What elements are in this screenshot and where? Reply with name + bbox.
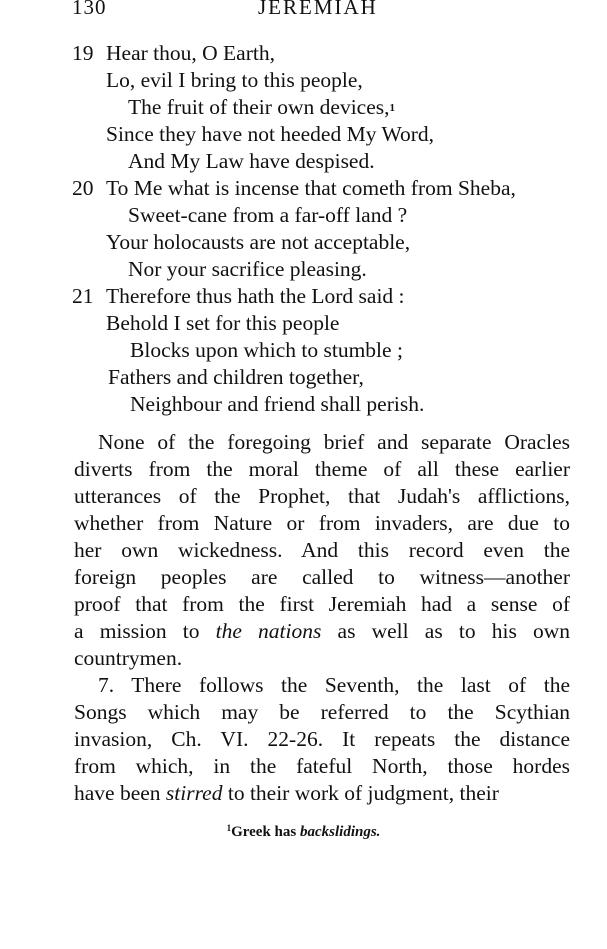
verse-line — [108, 364, 364, 391]
text-line: countrymen. — [74, 646, 183, 670]
footnote-marker: 1 — [226, 823, 232, 833]
verse-line-text: Since they have not heeded My Word, — [106, 122, 435, 146]
italic-emphasis: stirred — [165, 781, 223, 805]
verse-line — [128, 202, 407, 229]
verse-line-text: The fruit of their own devices, — [128, 95, 390, 119]
verse-line-text: Lo, evil I bring to this people, — [106, 68, 363, 92]
verse-line-text: Sweet-cane from a far-off land ? — [128, 203, 408, 227]
verse-line-text: Nor your sacrifice pleasing. — [128, 257, 367, 281]
verse-line — [128, 148, 375, 175]
paragraph-2 — [74, 672, 570, 807]
verse-line — [128, 94, 395, 121]
verse-number: 21 — [72, 284, 94, 308]
text-line: utterances of the Prophet, that Judah's afflictions, — [74, 484, 570, 508]
text-run: to their work of judgment, their — [222, 781, 499, 805]
text-line: Songs which may be referred to the Scythian — [74, 700, 570, 724]
verse-line — [106, 40, 275, 67]
verse-line-text: Therefore thus hath the Lord said : — [106, 284, 405, 308]
verse-line-text: Neighbour and friend shall perish. — [130, 392, 425, 416]
verse-line — [106, 175, 516, 202]
verse-number: 20 — [72, 176, 94, 200]
verse-line — [106, 283, 405, 310]
text-run: a mission to — [74, 619, 216, 643]
verse-line — [128, 256, 367, 283]
verse-line — [130, 337, 403, 364]
verse-line — [106, 310, 339, 337]
text-line: whether from Nature or from invaders, are due to — [74, 511, 570, 535]
verse-line-text: Your holocausts are not acceptable, — [106, 230, 411, 254]
italic-emphasis: the nations — [215, 619, 322, 643]
verse-line-text: And My Law have despised. — [128, 149, 375, 173]
running-title: JEREMIAH — [258, 0, 378, 19]
footnote-text: Greek has — [231, 824, 300, 840]
verse-line — [106, 229, 410, 256]
verse-line — [130, 391, 424, 418]
paragraph-1 — [74, 429, 570, 672]
page-number: 130 — [72, 0, 107, 19]
text-line: foreign peoples are called to witness—another — [74, 565, 570, 589]
verse-line-text: Behold I set for this people — [106, 311, 340, 335]
text-line: from which, in the fateful North, those hordes — [74, 754, 570, 778]
text-line — [74, 780, 570, 807]
verse-line-text: Fathers and children together, — [108, 365, 364, 389]
text-line: invasion, Ch. VI. 22-26. It repeats the distance — [74, 727, 570, 751]
verse-line — [106, 121, 434, 148]
text-line: proof that from the first Jeremiah had a sense of — [74, 592, 570, 616]
verse-line-text: Blocks upon which to stumble ; — [130, 338, 403, 362]
verse-line-text: Hear thou, O Earth, — [106, 41, 275, 65]
text-run: as well as to his own — [321, 619, 570, 643]
text-line: diverts from the moral theme of all these earlier — [74, 457, 570, 481]
verse-number: 19 — [72, 41, 94, 65]
text-line: None of the foregoing brief and separate Oracles — [98, 430, 570, 454]
verse-line-text: To Me what is incense that cometh from Sheba, — [106, 176, 516, 200]
text-line: her own wickedness. And this record even the — [74, 538, 570, 562]
footnote-reference: 1 — [389, 102, 395, 114]
footnote-italic: backslidings. — [299, 824, 381, 840]
text-line — [74, 618, 570, 645]
running-header — [0, 0, 607, 19]
text-line: 7. There follows the Seventh, the last of the — [98, 673, 570, 697]
text-run: have been — [74, 781, 166, 805]
verse-line — [106, 67, 363, 94]
footnote — [0, 824, 607, 841]
